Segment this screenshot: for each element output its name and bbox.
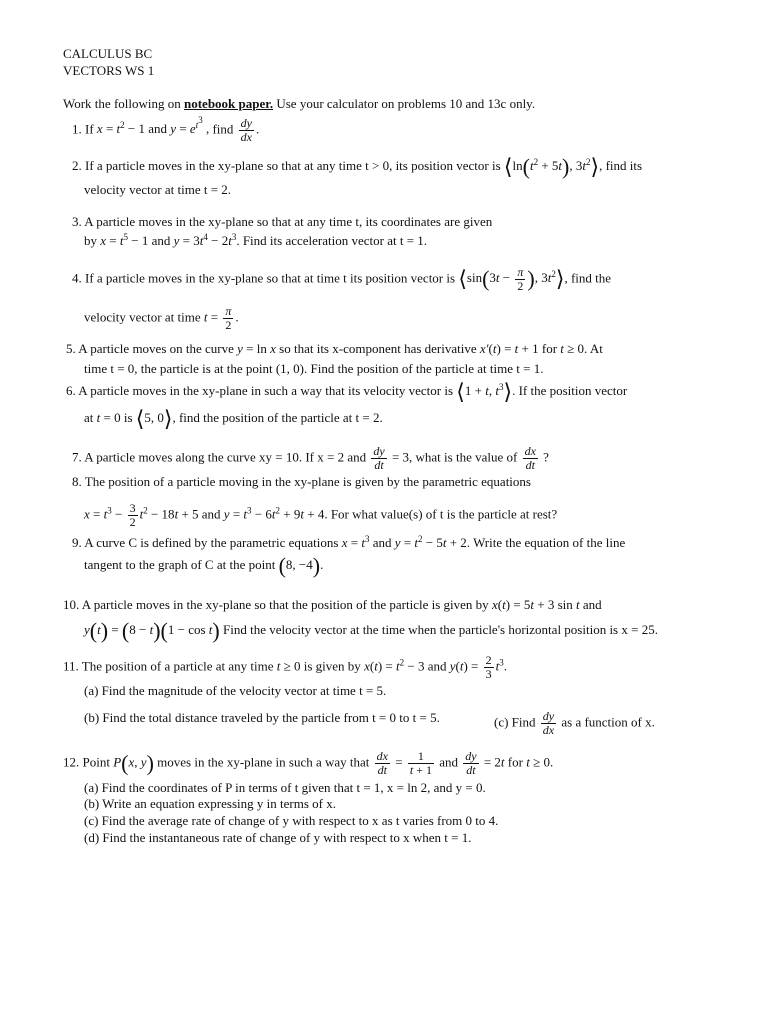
problem-4-line2: velocity vector at time t = $\frac{\pi}{2}$ .: [84, 304, 239, 332]
problem-12-c: (c) Find the average rate of change of y with respect to x as t varies from 0 to 4.: [84, 813, 499, 828]
problem-7: 7. A particle moves along the curve xy = 10. If x = 2 and $\frac{dy}{dt}$ = 3, what is the value of $\frac{dx}{dt}$ ?: [72, 444, 549, 472]
problem-9-line2: tangent to the graph of C at the point (8, −4).: [84, 553, 324, 579]
problem-1-math: $x = t^2 - 1$ and $y = e^{t^3}$ ,: [96, 115, 210, 137]
problem-12-d: (d) Find the instantaneous rate of change of y with respect to x when t = 1.: [84, 830, 472, 845]
course-title: CALCULUS BC: [63, 46, 153, 61]
problem-11-c: (c) Find $\frac{dy}{dx}$ as a function of x.: [494, 709, 655, 737]
problem-3: 3. A particle moves in the xy-plane so that at any time t, its coordinates are given: [72, 214, 493, 229]
problem-11-b: (b) Find the total distance traveled by the particle from t = 0 to t = 5.: [84, 710, 440, 725]
problem-12-a: (a) Find the coordinates of P in terms of t given that t = 1, x = ln 2, and y = 0.: [84, 780, 486, 795]
problem-5-line2: time t = 0, the particle is at the point (1, 0). Find the position of the particle at time t = 1.: [84, 361, 544, 376]
problem-1: 1. If $x = t^2 - 1$ and $y = e^{t^3}$ , find $\frac{dy}{dx}$ .: [72, 115, 260, 144]
problem-10-line2: y(t) = (8 − t)(1 − cos t) Find the velocity vector at the time when the particle's horizontal position is x = 25.: [84, 618, 658, 644]
problem-4-vector: ⟨sin(3t − $\frac{\pi}{2}$ ), $3t^2⟩$: [458, 265, 565, 293]
problem-6-vector: ⟨1 + t, $t^3⟩$: [456, 379, 513, 405]
problem-8: 8. The position of a particle moving in the xy-plane is given by the parametric equations: [72, 474, 531, 489]
problem-2: 2. If a particle moves in the xy-plane so that at any time t > 0, its position vector is $⟨\ln(t^2 + 5t)$, $3t^2⟩$, find its: [72, 154, 643, 180]
problem-11: 11. The position of a particle at any time t ≥ 0 is given by $x(t) = t^2 - 3$ and y(t) = $\frac{2}{3}$ $t^3$.: [63, 653, 508, 681]
problem-9: 9. A curve C is defined by the parametric equations $x = t^3$ and $y = t^2 - 5t + 2$. Write the equation of the line: [72, 534, 626, 550]
problem-6-line2: at t = 0 is ⟨5, 0⟩, find the position of the particle at t = 2.: [84, 406, 383, 432]
problem-5: 5. A particle moves on the curve y = ln x so that its x-component has derivative x′(t) = t + 1 for t ≥ 0. At: [66, 341, 603, 356]
problem-2-vector: $⟨\ln(t^2 + 5t)$, $3t^2⟩$: [503, 154, 600, 180]
problem-11-a: (a) Find the magnitude of the velocity vector at time t = 5.: [84, 683, 387, 698]
problem-10: 10. A particle moves in the xy-plane so that the position of the particle is given by x(t) = 5t + 3 sin t and: [63, 597, 602, 612]
problem-8-line2: $x = t^3$ − $\frac{3}{2}$ $t^2 - 18t + 5$ and $y = t^3 - 6t^2 + 9t + 4$. For what value(s) of t is the particle at rest?: [84, 501, 558, 529]
problem-12: 12. Point P(x, y) moves in the xy-plane in such a way that $\frac{dx}{dt}$ = $\frac{1}{t + 1}$ and $\frac{dy}{dt}$ = 2t for t ≥ 0.: [63, 749, 554, 777]
instructions-emphasis: notebook paper.: [184, 96, 274, 111]
problem-3-line2: by $x = t^5 - 1$ and $y = 3t^4 - 2t^3$. Find its acceleration vector at t = 1.: [84, 232, 428, 248]
problem-6: 6. A particle moves in the xy-plane in such a way that its velocity vector is ⟨1 + t, $t^3⟩$. If the position vector: [66, 379, 628, 405]
problem-12-b: (b) Write an equation expressing y in terms of x.: [84, 796, 336, 811]
dy-dx-fraction: $\frac{dy}{dx}$: [240, 116, 252, 144]
instructions: Work the following on notebook paper. Use your calculator on problems 10 and 13c only.: [63, 96, 536, 111]
problem-2-line2: velocity vector at time t = 2.: [84, 182, 232, 197]
worksheet-title: VECTORS WS 1: [63, 63, 155, 78]
problem-4: 4. If a particle moves in the xy-plane so that at time t its position vector is ⟨sin(3t − $\frac{\pi}{2}$ ), $3t^2⟩$, find the: [72, 265, 612, 293]
